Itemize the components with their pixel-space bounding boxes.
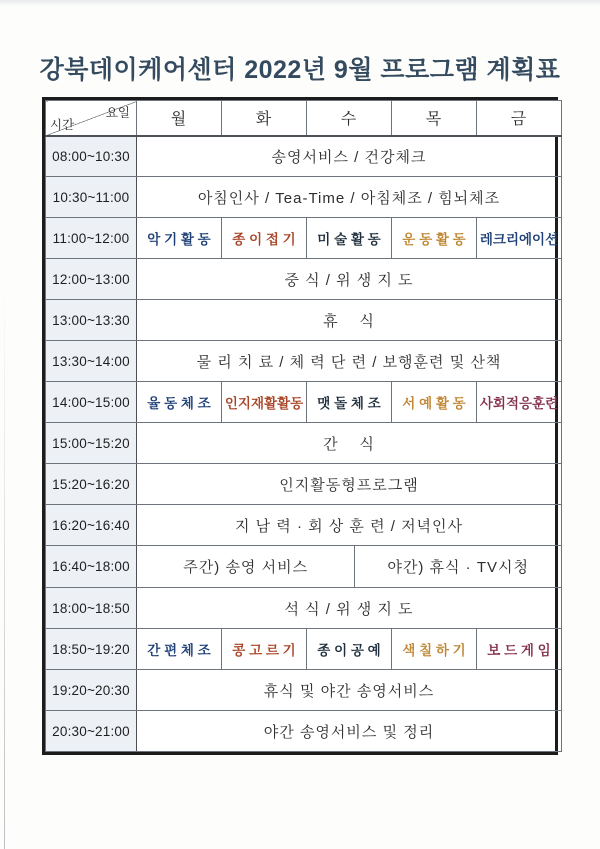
activity-cell: 색 칠 하 기 xyxy=(392,629,477,670)
table-row xyxy=(46,218,562,259)
schedule-table xyxy=(45,100,562,752)
table-row xyxy=(46,382,562,423)
table-row xyxy=(46,629,562,670)
table-row xyxy=(46,711,562,752)
activity-cell: 운 동 활 동 xyxy=(392,218,477,259)
activity-cell: 악 기 활 동 xyxy=(137,218,222,259)
day-header-tue: 화 xyxy=(222,101,307,136)
day-header-wed: 수 xyxy=(307,101,392,136)
activity-cell: 미 술 활 동 xyxy=(307,218,392,259)
activity-all-days: 석 식 / 위 생 지 도 xyxy=(137,588,562,629)
schedule-body xyxy=(46,136,562,752)
header-row xyxy=(46,101,562,136)
day-header-thu: 목 xyxy=(392,101,477,136)
activity-cell: 간 편 체 조 xyxy=(137,629,222,670)
activity-cell: 서 예 활 동 xyxy=(392,382,477,423)
table-row xyxy=(46,670,562,711)
scan-edge-left xyxy=(4,280,5,849)
activity-all-days: 지 남 력 · 회 상 훈 련 / 저녁인사 xyxy=(137,505,562,546)
corner-day-label: 요일 xyxy=(105,106,130,120)
activity-cell: 인지재활활동 xyxy=(222,382,307,423)
activity-all-days: 인지활동형프로그램 xyxy=(137,464,562,505)
activity-cell: 종 이 접 기 xyxy=(222,218,307,259)
activity-cell: 보 드 게 임 xyxy=(477,629,562,670)
table-row xyxy=(46,177,562,218)
table-row xyxy=(46,588,562,629)
activity-all-days: 송영서비스 / 건강체크 xyxy=(137,136,562,177)
table-row xyxy=(46,136,562,177)
time-slot: 16:40~18:00 xyxy=(46,546,137,588)
table-row xyxy=(46,423,562,464)
activity-all-days: 물 리 치 료 / 체 력 단 련 / 보행훈련 및 산책 xyxy=(137,341,562,382)
activity-all-days: 휴 식 xyxy=(137,300,562,341)
time-slot: 18:00~18:50 xyxy=(46,588,137,629)
evening-activity: 야간) 휴식 · TV시청 xyxy=(387,559,529,576)
day-header-mon: 월 xyxy=(137,101,222,136)
daytime-activity: 주간) 송영 서비스 xyxy=(137,546,355,587)
time-slot: 08:00~10:30 xyxy=(46,136,137,177)
table-row xyxy=(46,505,562,546)
corner-cell xyxy=(46,101,137,136)
activity-all-days: 야간 송영서비스 및 정리 xyxy=(137,711,562,752)
table-row xyxy=(46,464,562,505)
corner-time-label: 시간 xyxy=(50,117,75,132)
activity-cell: 맷 돌 체 조 xyxy=(307,382,392,423)
activity-cell: 사회적응훈련 xyxy=(477,382,562,423)
table-row xyxy=(46,259,562,300)
time-slot: 10:30~11:00 xyxy=(46,177,137,218)
time-slot: 15:20~16:20 xyxy=(46,464,137,505)
activity-all-days: 휴식 및 야간 송영서비스 xyxy=(137,670,562,711)
activity-split xyxy=(137,546,562,588)
table-row xyxy=(46,300,562,341)
page-title: 강북데이케어센터 2022년 9월 프로그램 계획표 xyxy=(39,56,561,84)
time-slot: 19:20~20:30 xyxy=(46,670,137,711)
time-slot: 11:00~12:00 xyxy=(46,218,137,259)
activity-cell: 레크리에이션 xyxy=(477,218,562,259)
activity-cell: 율 동 체 조 xyxy=(137,382,222,423)
time-slot: 12:00~13:00 xyxy=(46,259,137,300)
table-row xyxy=(46,341,562,382)
time-slot: 14:00~15:00 xyxy=(46,382,137,423)
schedule-table-border xyxy=(42,97,558,755)
time-slot: 16:20~16:40 xyxy=(46,505,137,546)
time-slot: 13:30~14:00 xyxy=(46,341,137,382)
activity-cell: 콩 고 르 기 xyxy=(222,629,307,670)
activity-all-days: 아침인사 / Tea-Time / 아침체조 / 힘뇌체조 xyxy=(137,177,562,218)
day-header-fri: 금 xyxy=(477,101,562,136)
time-slot: 20:30~21:00 xyxy=(46,711,137,752)
scan-edge-top xyxy=(0,0,600,6)
activity-all-days: 간 식 xyxy=(137,423,562,464)
activity-all-days: 중 식 / 위 생 지 도 xyxy=(137,259,562,300)
activity-cell: 종 이 공 예 xyxy=(307,629,392,670)
time-slot: 15:00~15:20 xyxy=(46,423,137,464)
time-slot: 13:00~13:30 xyxy=(46,300,137,341)
time-slot: 18:50~19:20 xyxy=(46,629,137,670)
table-row xyxy=(46,546,562,588)
